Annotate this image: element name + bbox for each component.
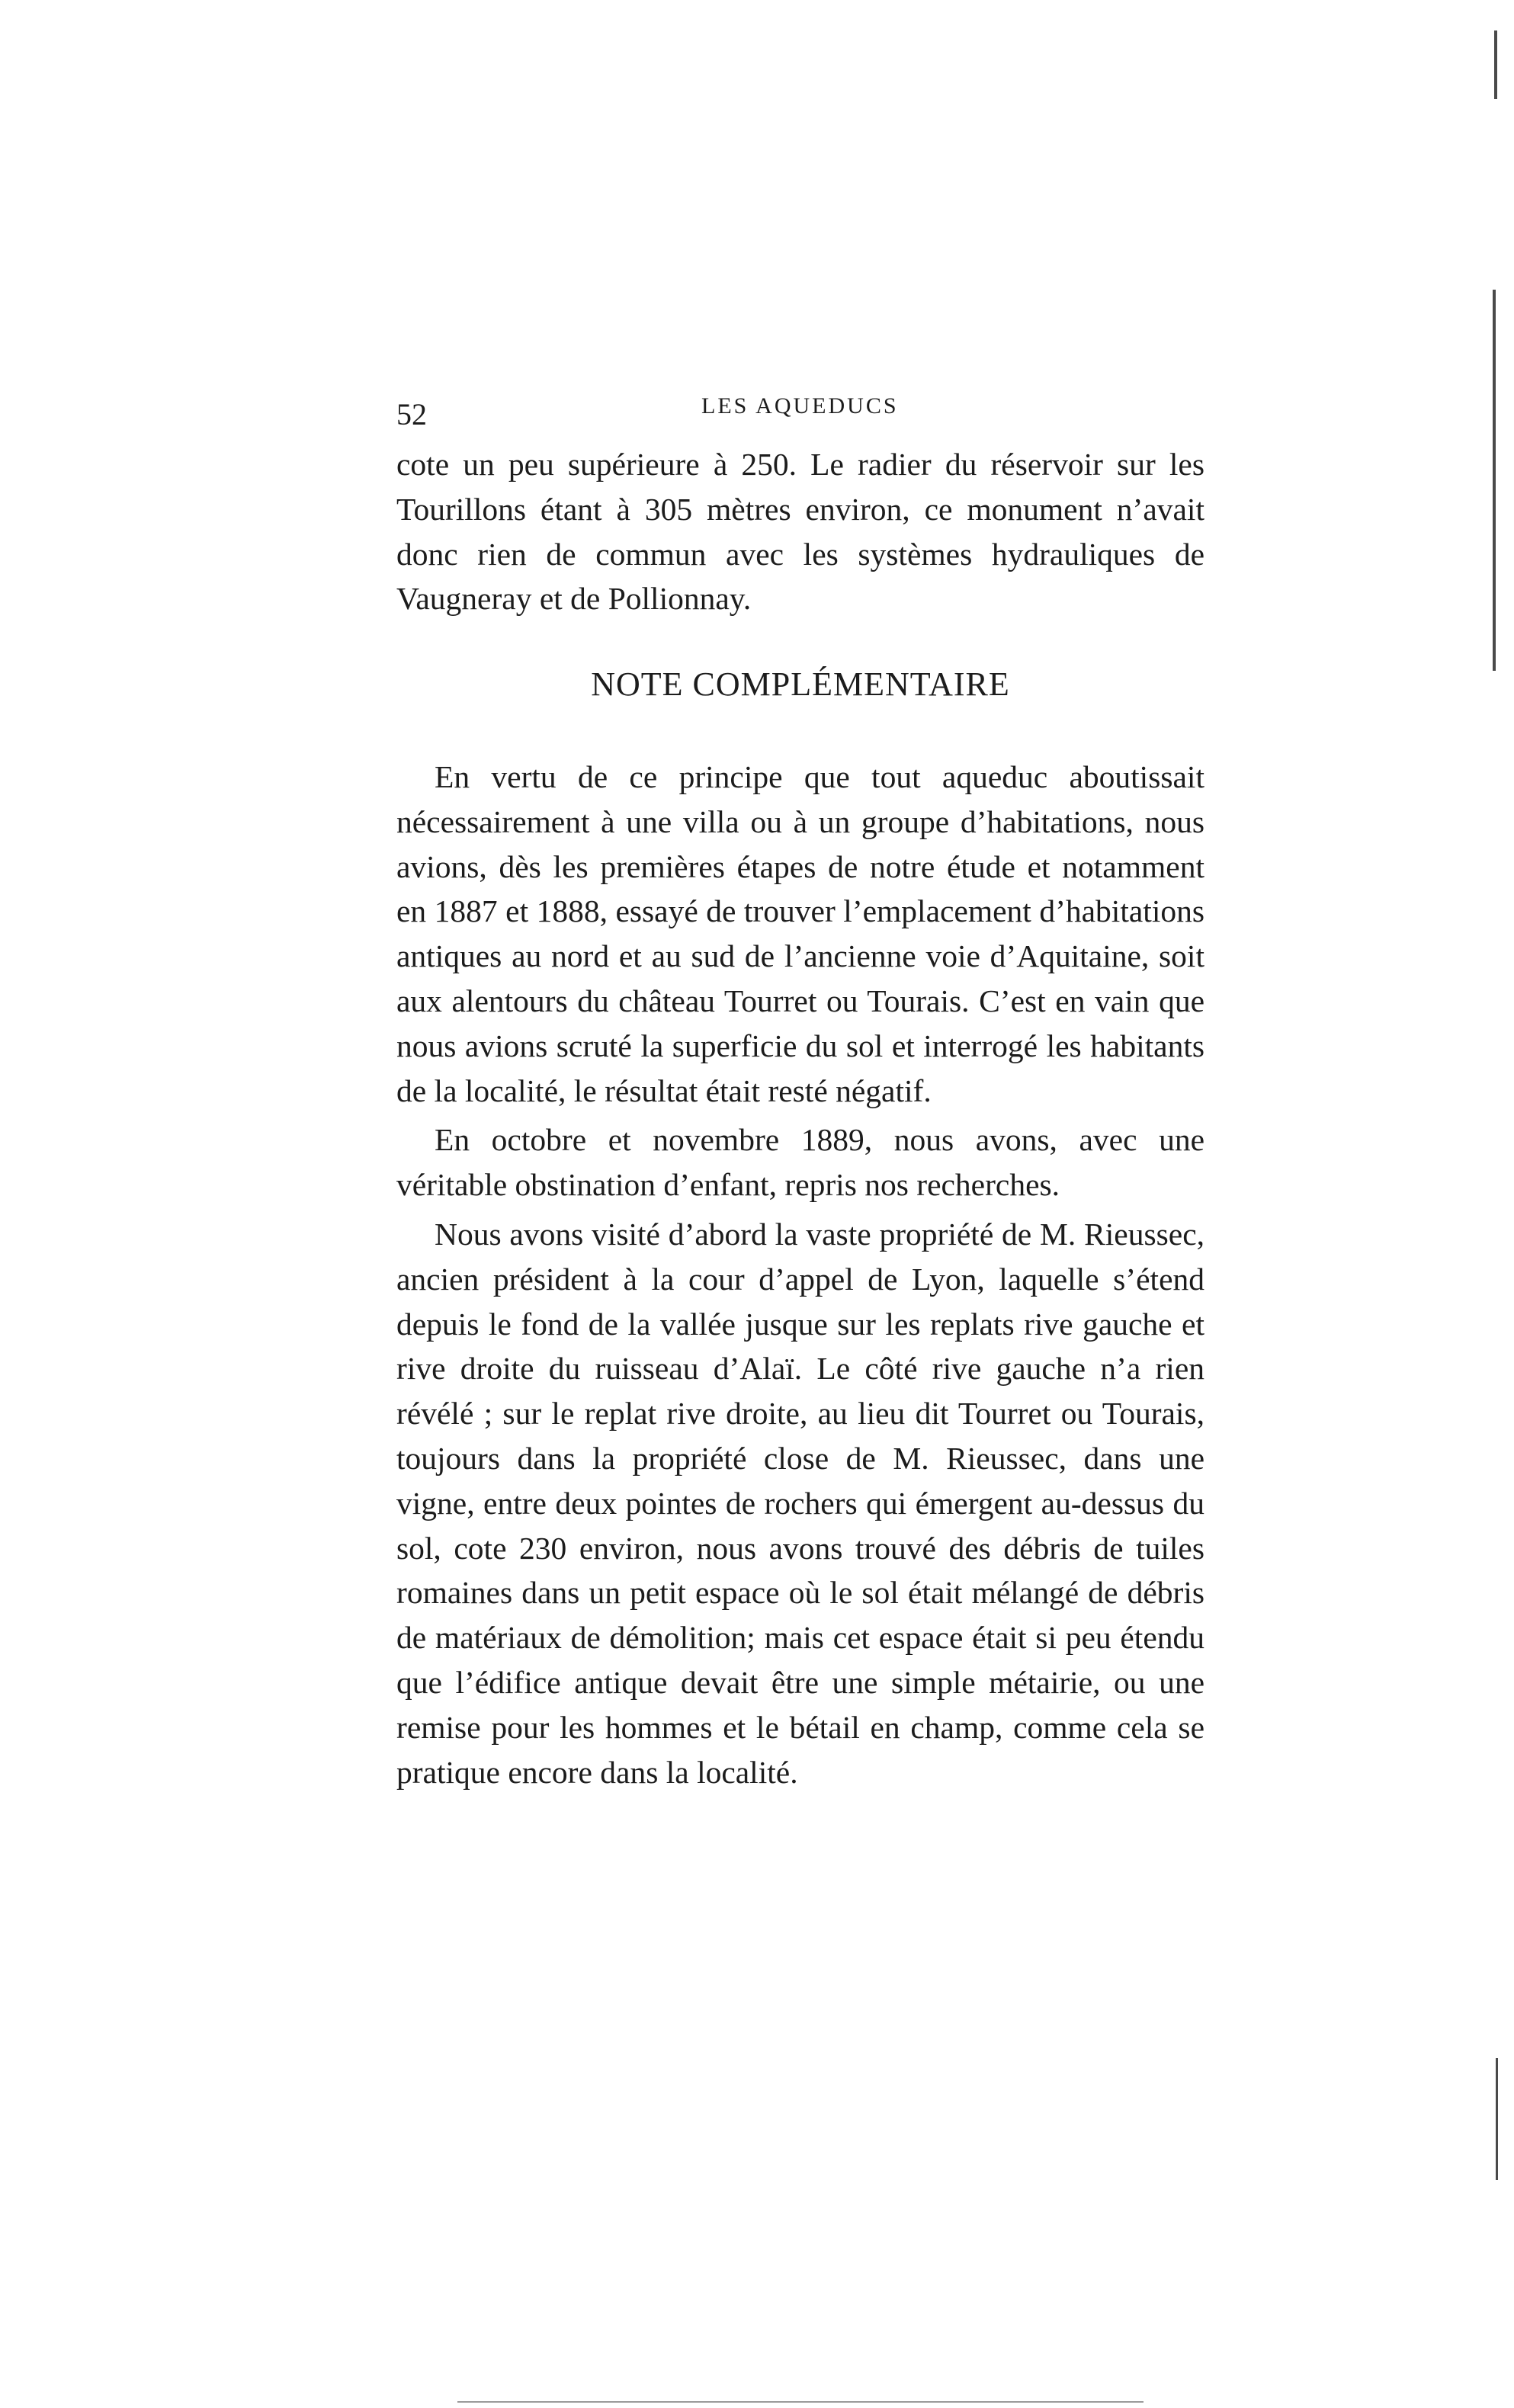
- paragraph-1: En vertu de ce principe que tout aqueduc aboutissait nécessairement à une villa ou à un groupe d’habitations, nous avions, dès les premières étapes de notre étude et notamment en 1887 et 1888, essayé de trouver l’emplacement d’habitations antiques au nord et au sud de l’ancienne voie d’Aquitaine, soit aux alentours du château Tourret ou Tourais. C’est en vain que nous avions scruté la superficie du sol et interrogé les habitants de la localité, le résultat était resté négatif.: [396, 759, 1204, 1108]
- paragraph-2: En octobre et novembre 1889, nous avons, avec une véritable obstination d’enfant, repris nos recherches.: [396, 1122, 1204, 1203]
- section-title: NOTE COMPLÉMENTAIRE: [591, 665, 1010, 703]
- scan-edge-mark-lower: [1496, 2058, 1498, 2180]
- scan-bottom-line: [457, 2401, 1144, 2403]
- paragraph-3: Nous avons visité d’abord la vaste propriété de M. Rieussec, ancien président à la cour d’appel de Lyon, laquelle s’étend depuis le fond de la vallée jusque sur les replats rive gauche et rive droite du ruisseau d’Alaï. Le côté rive gauche n’a rien révélé ; sur le replat rive droite, au lieu dit Tourret ou Tourais, toujours dans la propriété close de M. Rieussec, dans une vigne, entre deux pointes de rochers qui émergent au-dessus du sol, cote 230 environ, nous avons trouvé des débris de tuiles romaines dans un petit espace où le sol était mélangé de débris de matériaux de démolition; mais cet espace était si peu étendu que l’édifice antique devait être une simple métairie, ou une remise pour les hommes et le bétail en champ, comme cela se pratique encore dans la localité.: [396, 1216, 1204, 1790]
- scan-edge-mark-middle: [1493, 290, 1496, 671]
- continuation-text-block: [396, 442, 1204, 621]
- page-header: [396, 387, 1204, 433]
- page-number: 52: [396, 397, 427, 431]
- running-head: LES AQUEDUCS: [701, 393, 899, 418]
- scan-edge-mark-top: [1494, 30, 1497, 99]
- continuation-paragraph: cote un peu supérieure à 250. Le radier du réservoir sur les Tourillons étant à 305 mètres environ, ce monument n’avait donc rien de commun avec les systèmes hydrauliques de Vaugneray et de Pollionnay.: [396, 447, 1204, 617]
- main-text-block: [396, 755, 1204, 1794]
